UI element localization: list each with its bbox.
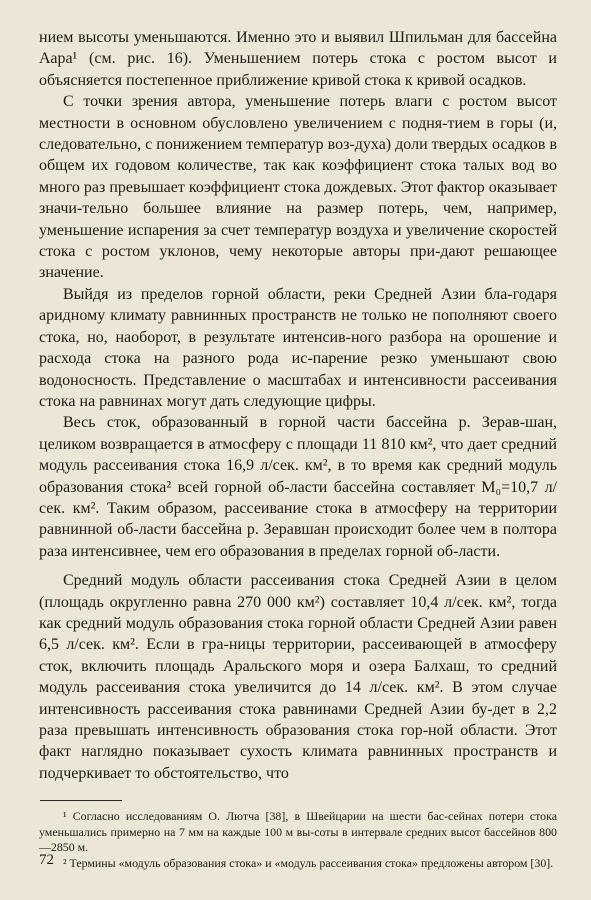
footnote-1: ¹ Согласно исследованиям О. Лютча [38], в Швейцарии на шести бас-сейнах потери стока уменьшались примерно на 7 мм на каждые 100 м вы-соты в интервале средних высот бассейнов 800—2850 м.: [39, 809, 557, 855]
page-number: 72: [39, 852, 54, 868]
footnotes: [39, 809, 557, 871]
footnote-separator: [40, 800, 122, 801]
body-paragraph-4: Весь сток, образованный в горной части бассейна р. Зерав-шан, целиком возвращается в атмосферу с площади 11 810 км², что дает средний модуль рассеивания стока 16,9 л/сек. км², в то время как средний модуль образования стока² всей горной об-ласти бассейна составляет M₀=10,7 л/сек. км². Таким образом, рассеивание стока в атмосферу на территории равнинной об-ласти бассейна р. Зеравшан происходит более чем в полтора раза интенсивнее, чем его образования в пределах горной об-ласти.: [39, 414, 557, 560]
body-paragraph-1: нием высоты уменьшаются. Именно это и выявил Шпильман для бассейна Аара¹ (см. рис. 16). Уменьшением потерь стока с ростом высот и объясняется постепенное приближение кривой стока к кривой осадков.: [39, 29, 557, 89]
footnote-2: ² Термины «модуль образования стока» и «модуль рассеивания стока» предложены автором [30].: [63, 856, 554, 870]
body-paragraph-2: С точки зрения автора, уменьшение потерь влаги с ростом высот местности в основном обусловлено увеличением с подня-тием в горы (и, следовательно, с понижением температур воз-духа) доли твердых осадков в общем их годовом количестве, так как коэффициент стока талых вод во много раз превышает коэффициент стока дождевых. Этот фактор оказывает значи-тельно большее влияние на размер потерь, чем, например, уменьшение испарения за счет температур воздуха и увеличение скоростей стока с ростом уклонов, чему некоторые авторы при-дают решающее значение.: [39, 93, 557, 282]
body-paragraph-3: Выйдя из пределов горной области, реки Средней Азии бла-годаря аридному климату равнинных пространств не только не пополняют своего стока, но, наоборот, в результате интенсив-ного разбора на орошение и расхода стока на разного рода ис-парение резко уменьшают свою водоносность. Представление о масштабах и интенсивности рассеивания стока на равнинах могут дать следующие цифры.: [39, 285, 557, 410]
body-paragraph-5: Средний модуль области рассеивания стока Средней Азии в целом (площадь округленно равна 270 000 км²) составляет 10,4 л/сек. км², тогда как средний модуль образования стока горной области Средней Азии равен 6,5 л/сек. км². Если в гра-ницы территории, рассеивающей в атмосферу сток, включить площадь Аральского моря и озера Балхаш, то средний модуль рассеивания стока увеличится до 14 л/сек. км². В этом случае интенсивность рассеивания стока равнинами Средней Азии бу-дет в 2,2 раза превышать интенсивность образования стока гор-ной области. Этот факт наглядно показывает сухость климата равнинных пространств и подчеркивает то обстоятельство, что: [39, 572, 557, 782]
